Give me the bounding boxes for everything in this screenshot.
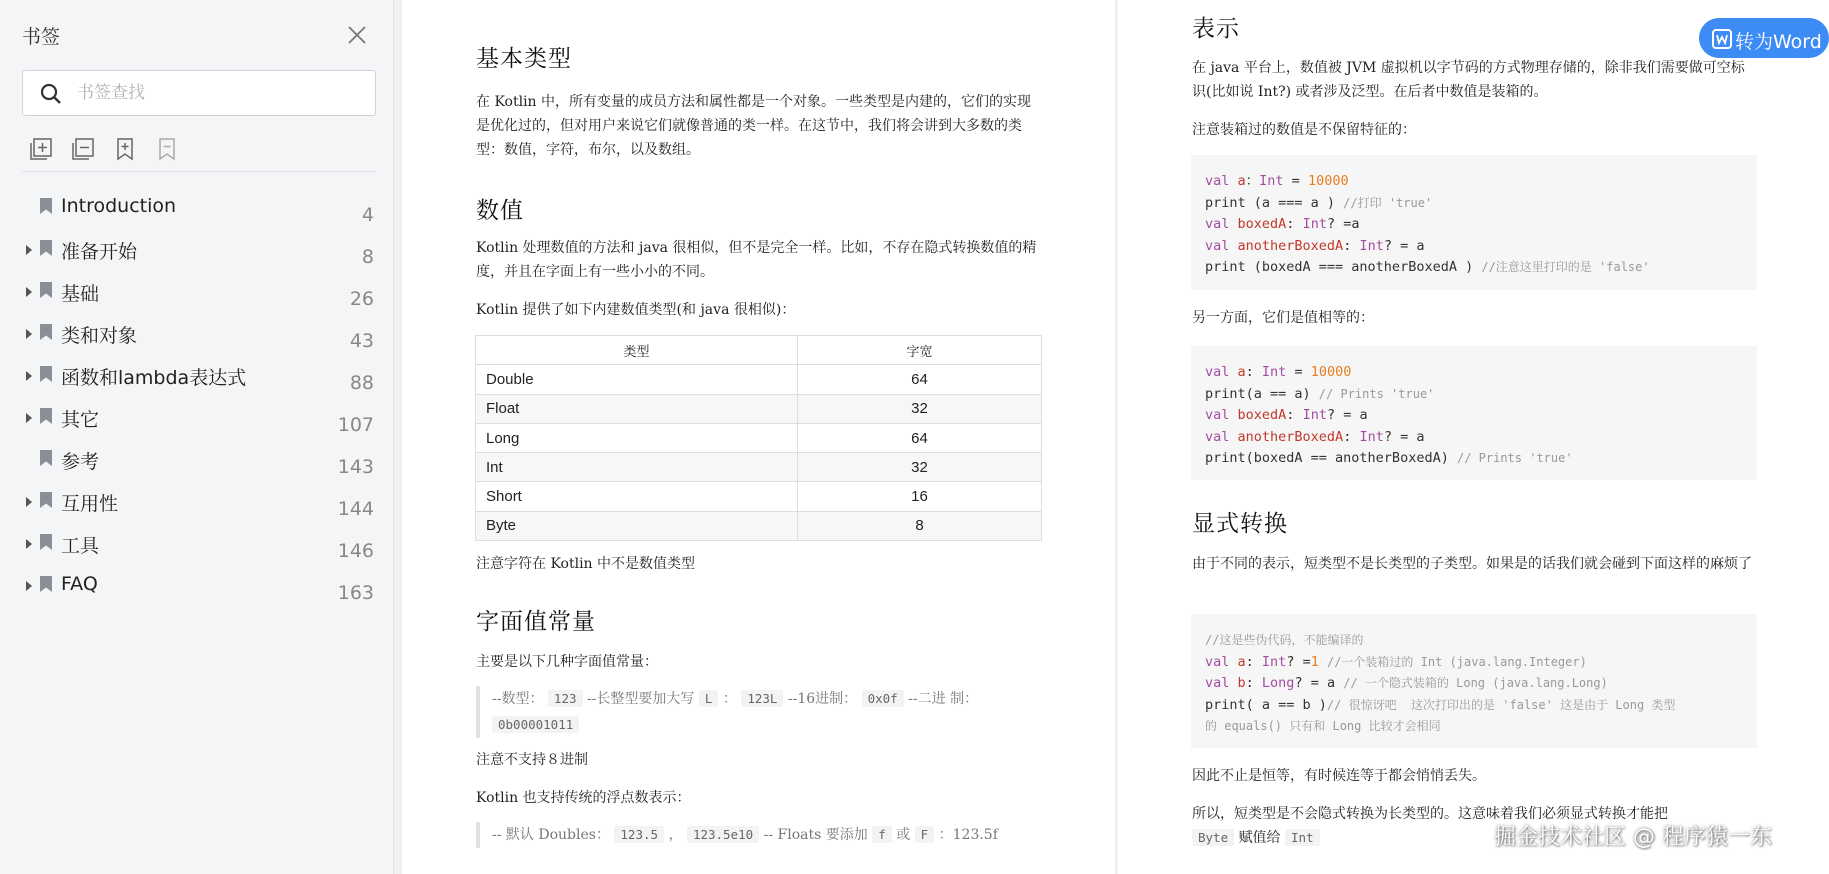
- bookmark-page-number: 163: [337, 582, 374, 604]
- code-token: //一个装箱过的 Int (java.lang.Integer): [1326, 654, 1587, 669]
- heading-numbers: 数值: [476, 198, 524, 224]
- code-token: ? = a: [1326, 407, 1368, 424]
- table-header-type: 类型: [476, 336, 798, 365]
- code-token: [1319, 654, 1327, 670]
- caret-right-icon[interactable]: [24, 495, 34, 509]
- code-line: [1205, 716, 1743, 738]
- code-line: [1205, 405, 1743, 427]
- bookmark-label: FAQ: [61, 573, 98, 595]
- add-bookmark-icon[interactable]: [28, 136, 54, 162]
- paragraph-explicit-conversion: 由于不同的表示，短类型不是长类型的子类型。如果是的话我们就会碰到下面这样的麻烦了: [1192, 556, 1752, 572]
- table-cell-type: Byte: [476, 511, 798, 540]
- inline-code: 123.5: [614, 826, 664, 843]
- code-token: a: [1237, 173, 1246, 189]
- bookmark-item[interactable]: [0, 230, 394, 272]
- paragraph-float: Kotlin 也支持传统的浮点数表示：: [476, 790, 691, 806]
- bookmark-page-number: 144: [337, 498, 374, 520]
- bookmark-page-number: 26: [349, 288, 374, 310]
- quote-text: ：123.5f: [938, 827, 998, 843]
- paragraph-char-note: 注意字符在 Kotlin 中不是数值类型: [476, 556, 696, 572]
- code-line: [1205, 171, 1743, 193]
- code-token: ? = a: [1383, 237, 1425, 254]
- code-token: // Prints 'true': [1318, 386, 1435, 401]
- table-header-row: [476, 336, 1042, 365]
- table-row: [476, 511, 1042, 540]
- paragraph-literals: 主要是以下几种字面值常量：: [476, 654, 658, 670]
- code-token: :: [1245, 675, 1262, 692]
- code-token: val: [1205, 407, 1238, 424]
- quote-text: ，: [668, 827, 683, 843]
- bookmark-list: [0, 188, 394, 608]
- table-cell-type: Long: [476, 423, 798, 452]
- code-token: Int: [1261, 364, 1287, 380]
- code-token: print( a == b ): [1205, 696, 1327, 713]
- quote-text: --16进制：: [787, 691, 858, 707]
- bookmark-page-number: 146: [337, 540, 374, 562]
- code-token: ：: [1245, 173, 1260, 189]
- table-cell-width: 32: [798, 453, 1042, 482]
- bookmark-item[interactable]: [0, 272, 394, 314]
- code-token: b: [1237, 675, 1246, 692]
- code-token: val: [1205, 675, 1238, 692]
- code-token: print(boxedA == anotherBoxedA): [1205, 450, 1457, 467]
- sidebar-divider: [22, 171, 376, 172]
- heading-explicit-conversion: 显式转换: [1192, 511, 1288, 537]
- code-token: :: [1343, 237, 1360, 254]
- caret-right-icon[interactable]: [24, 327, 34, 341]
- table-cell-type: Float: [476, 394, 798, 423]
- bookmark-icon: [39, 239, 53, 257]
- paragraph-builtin-types: Kotlin 提供了如下内建数值类型(和 java 很相似)：: [476, 302, 796, 318]
- bookmark-page-number: 88: [349, 372, 374, 394]
- caret-right-icon[interactable]: [24, 285, 34, 299]
- bookmark-icon: [39, 323, 53, 341]
- bookmark-label: 其它: [61, 409, 100, 431]
- caret-right-icon[interactable]: [24, 411, 34, 425]
- code-token: ? = a: [1294, 675, 1344, 692]
- code-block-equality: [1191, 346, 1757, 480]
- table-cell-type: Int: [476, 453, 798, 482]
- table-row: [476, 365, 1042, 394]
- code-token: // 很惊讶吧 这次打印出的是 'false' 这是由于 Long 类型: [1326, 697, 1676, 712]
- caret-right-icon[interactable]: [24, 369, 34, 383]
- bookmark-item[interactable]: [0, 566, 394, 608]
- code-line: [1205, 257, 1743, 279]
- code-token: ? =: [1286, 653, 1311, 670]
- caret-right-icon[interactable]: [24, 243, 34, 257]
- inline-code: Byte: [1192, 829, 1234, 846]
- code-token: Int: [1302, 407, 1327, 424]
- code-token: val: [1205, 653, 1238, 670]
- bookmark-sidebar: [0, 0, 394, 874]
- inline-code: 123: [548, 690, 583, 707]
- inline-code: f: [872, 826, 892, 843]
- code-token: ? = a: [1383, 428, 1425, 445]
- bookmark-page-number: 8: [361, 246, 374, 268]
- code-line: [1205, 652, 1743, 674]
- code-token: val: [1205, 237, 1238, 254]
- bookmark-icon: [39, 407, 53, 425]
- code-token: val: [1205, 428, 1238, 445]
- paragraph-representation: 在 java 平台上，数值被 JVM 虚拟机以字节码的方式物理存储的，除非我们需要做可空标识(比如说 Int?) 或者涉及泛型。在后者中数值是装箱的。: [1192, 60, 1745, 100]
- code-token: val: [1205, 364, 1238, 380]
- code-token: :: [1286, 216, 1303, 233]
- code-token: //这是些伪代码，不能编译的: [1205, 633, 1364, 647]
- bookmark-item[interactable]: [0, 398, 394, 440]
- paragraph-numbers: Kotlin 处理数值的方法和 java 很相似，但不是完全一样。比如，不存在隐式转换数值的精度，并且在字面上有一些小小的不同。: [476, 240, 1037, 280]
- bookmark-label: 类和对象: [61, 325, 138, 347]
- paragraph-value-equal: 另一方面，它们是值相等的：: [1192, 310, 1374, 326]
- paragraph-text: 赋值给: [1238, 830, 1281, 846]
- caret-right-icon[interactable]: [24, 537, 34, 551]
- bookmark-toolbar: [28, 136, 196, 164]
- bookmark-item[interactable]: [0, 356, 394, 398]
- code-line: [1205, 236, 1743, 258]
- code-token: //注意这里打印的是 'false': [1481, 260, 1650, 275]
- quote-text: --二进: [908, 691, 946, 707]
- table-cell-width: 16: [798, 482, 1042, 511]
- heading-basic-types: 基本类型: [476, 46, 572, 72]
- code-line: [1205, 362, 1743, 384]
- table-cell-width: 8: [798, 511, 1042, 540]
- code-token: anotherBoxedA: [1237, 237, 1344, 254]
- bookmark-icon: [39, 491, 53, 509]
- bookmark-item[interactable]: [0, 314, 394, 356]
- bookmark-page-number: 107: [337, 414, 374, 436]
- code-line: [1205, 673, 1743, 695]
- table-row: [476, 482, 1042, 511]
- code-token: ? =a: [1326, 216, 1360, 233]
- sidebar-title: 书签: [22, 26, 61, 48]
- code-token: //打印 'true': [1343, 195, 1433, 210]
- bookmark-label: 准备开始: [61, 241, 138, 263]
- inline-code: 123.5e10: [687, 826, 759, 843]
- code-token: :: [1286, 407, 1303, 424]
- bookmark-label: Introduction: [61, 195, 177, 217]
- code-token: Int: [1359, 428, 1384, 445]
- code-line: [1205, 384, 1743, 406]
- heading-literals: 字面值常量: [476, 609, 596, 635]
- code-line: [1205, 427, 1743, 449]
- code-token: :: [1343, 428, 1360, 445]
- code-line: [1205, 448, 1743, 470]
- heading-representation: 表示: [1192, 16, 1240, 42]
- quote-text: 或: [896, 827, 911, 843]
- code-token: // 一个隐式装箱的 Long (java.lang.Long): [1343, 676, 1608, 691]
- paragraph-basic-types: 在 Kotlin 中，所有变量的成员方法和属性都是一个对象。一些类型是内建的，它们的实现是优化过的，但对用户来说它们就像普通的类一样。在这节中，我们将会讲到大多数的类型：数值，字符，布尔，以及数组。: [476, 94, 1032, 158]
- table-row: [476, 423, 1042, 452]
- inline-code: 0b00001011: [492, 716, 579, 733]
- number-types-table: [475, 335, 1042, 541]
- code-token: // Prints 'true': [1456, 451, 1573, 466]
- code-token: 10000: [1307, 173, 1349, 189]
- code-token: Int: [1261, 653, 1287, 670]
- bookmark-item[interactable]: [0, 188, 394, 230]
- bookmark-search-input[interactable]: [77, 71, 367, 115]
- search-icon: [39, 82, 63, 106]
- bookmark-star-icon[interactable]: [112, 136, 138, 162]
- code-line: [1205, 214, 1743, 236]
- code-block-identity: [1191, 155, 1757, 290]
- code-line: [1205, 193, 1743, 215]
- table-row: [476, 394, 1042, 423]
- bookmark-label: 工具: [61, 535, 100, 557]
- bookmark-page-number: 4: [361, 204, 374, 226]
- code-token: val: [1205, 173, 1238, 189]
- code-line: [1205, 630, 1743, 652]
- paragraph-equality-lost: 因此不止是恒等，有时候连等于都会悄悄丢失。: [1192, 768, 1486, 784]
- code-line: [1205, 695, 1743, 717]
- code-token: a: [1237, 653, 1246, 670]
- inline-code: 123L: [741, 690, 783, 707]
- code-token: print(a == a): [1205, 385, 1319, 402]
- quote-text: -- 默认 Doubles：: [492, 827, 610, 843]
- quote-text: ：: [722, 691, 737, 707]
- code-token: Int: [1302, 216, 1327, 233]
- table-row: [476, 453, 1042, 482]
- code-token: 10000: [1310, 364, 1352, 380]
- bookmark-icon: [39, 365, 53, 383]
- code-token: Int: [1359, 237, 1384, 254]
- code-token: 1: [1310, 653, 1319, 670]
- inline-code: 0x0f: [862, 690, 904, 707]
- quote-text: --数型：: [492, 691, 544, 707]
- float-quote: [476, 822, 1036, 848]
- quote-text: 制：: [950, 691, 979, 707]
- bookmark-icon: [39, 575, 53, 593]
- bookmark-search-box[interactable]: [22, 70, 376, 116]
- convert-to-word-label: 转为Word: [1735, 31, 1822, 53]
- bookmark-page-number: 43: [349, 330, 374, 352]
- code-token: a: [1237, 364, 1246, 380]
- convert-to-word-button[interactable]: [1699, 18, 1829, 58]
- word-doc-icon: [1711, 28, 1733, 50]
- code-token: =: [1283, 173, 1308, 189]
- bookmark-item[interactable]: [0, 482, 394, 524]
- bookmark-label: 互用性: [61, 493, 119, 515]
- paragraph-no-octal: 注意不支持８进制: [476, 752, 588, 768]
- code-token: boxedA: [1237, 216, 1287, 233]
- table-cell-type: Short: [476, 482, 798, 511]
- inline-code: L: [699, 690, 719, 707]
- table-cell-width: 64: [798, 365, 1042, 394]
- code-token: :: [1245, 364, 1262, 380]
- watermark: 掘金技术社区 @ 程序猿一东: [1494, 825, 1772, 850]
- code-token: print (a === a ): [1205, 194, 1344, 211]
- bookmark-outline-icon[interactable]: [154, 136, 180, 162]
- bookmark-page-number: 143: [337, 456, 374, 478]
- code-token: anotherBoxedA: [1237, 428, 1344, 445]
- inline-code: F: [915, 826, 935, 843]
- caret-right-icon[interactable]: [24, 579, 34, 593]
- code-block-pseudo: [1191, 614, 1757, 748]
- quote-text: -- Floats 要添加: [763, 827, 868, 843]
- code-token: Int: [1259, 173, 1284, 189]
- close-icon[interactable]: [346, 24, 368, 46]
- code-token: boxedA: [1237, 407, 1287, 424]
- code-token: =: [1286, 364, 1311, 380]
- code-token: Long: [1261, 675, 1295, 692]
- code-token: :: [1245, 653, 1262, 670]
- bookmark-label: 函数和lambda表达式: [61, 367, 247, 389]
- paragraph-boxed-note: 注意装箱过的数值是不保留特征的：: [1192, 122, 1416, 138]
- table-cell-type: Double: [476, 365, 798, 394]
- literals-quote: [476, 686, 996, 738]
- quote-text: --长整型要加大写: [586, 691, 695, 707]
- code-token: val: [1205, 216, 1238, 233]
- bookmark-icon: [39, 197, 53, 215]
- bookmark-item[interactable]: [0, 440, 394, 482]
- inline-code: Int: [1285, 829, 1320, 846]
- bookmark-icon: [39, 449, 53, 467]
- paragraph-text: 所以，短类型是不会隐式转换为长类型的。这意味着我们必须显式转换才能把: [1192, 806, 1668, 822]
- code-token: 的 equals() 只有和 Long 比较才会相同: [1205, 719, 1441, 734]
- code-token: print (boxedA === anotherBoxedA ): [1205, 259, 1482, 276]
- table-cell-width: 32: [798, 394, 1042, 423]
- bookmark-icon: [39, 281, 53, 299]
- remove-bookmark-icon[interactable]: [70, 136, 96, 162]
- bookmark-label: 参考: [61, 451, 100, 473]
- table-header-width: 字宽: [798, 336, 1042, 365]
- bookmark-item[interactable]: [0, 524, 394, 566]
- table-cell-width: 64: [798, 423, 1042, 452]
- bookmark-icon: [39, 533, 53, 551]
- bookmark-label: 基础: [61, 283, 100, 305]
